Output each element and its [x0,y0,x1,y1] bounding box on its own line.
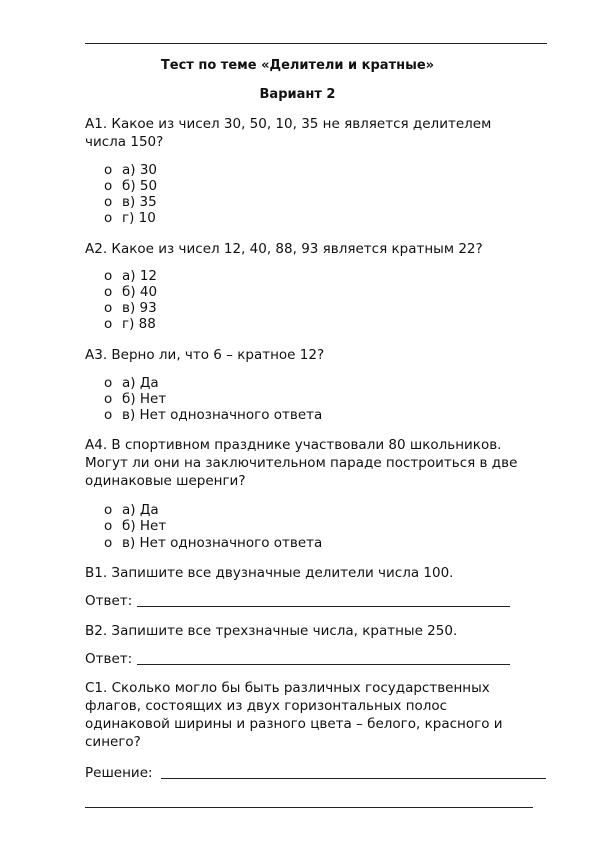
bullet-icon: o [104,518,113,534]
answer-label-b1: Ответ: [85,593,133,609]
option-a2-c[interactable]: o в) 93 [104,300,157,316]
option-a1-c[interactable]: o в) 35 [104,194,157,210]
bottom-rule [85,807,533,808]
bullet-icon: o [104,210,113,226]
bullet-icon: o [104,407,113,423]
question-c1: С1. Сколько могло бы быть различных государственных флагов, состоящих из двух горизонтальных полос одинаковой ширины и разного цвета – белого, красного и синего? [85,680,503,750]
bullet-icon: o [104,316,113,332]
question-a1: А1. Какое из чисел 30, 50, 10, 35 не является делителем числа 150? [85,116,492,150]
answer-label-c1: Решение: [85,765,153,781]
option-a2-b[interactable]: o б) 40 [104,284,158,300]
bullet-icon: o [104,391,113,407]
top-rule [85,43,547,44]
option-a1-b[interactable]: o б) 50 [104,178,158,194]
answer-line-b1[interactable] [137,606,510,607]
question-a4: А4. В спортивном празднике участвовали 80 школьников. Могут ли они на заключительном параде построиться в две одинаковые шеренги? [85,437,518,489]
test-title: Тест по теме «Делители и кратные» [160,58,435,73]
answer-label-b2: Ответ: [85,651,133,667]
question-a2: А2. Какое из чисел 12, 40, 88, 93 является кратным 22? [85,241,483,257]
option-a1-a[interactable]: o а) 30 [104,162,158,178]
option-a1-d[interactable]: o г) 10 [104,210,156,226]
question-a3: А3. Верно ли, что 6 – кратное 12? [85,347,325,363]
option-a3-c[interactable]: o в) Нет однозначного ответа [104,407,323,423]
option-a3-b[interactable]: o б) Нет [104,391,167,407]
answer-line-c1[interactable] [161,778,546,779]
bullet-icon: o [104,535,113,551]
option-a3-a[interactable]: o а) Да [104,375,159,391]
option-a4-a[interactable]: o а) Да [104,502,159,518]
variant-title: Вариант 2 [259,87,336,102]
bullet-icon: o [104,300,113,316]
question-b1: В1. Запишите все двузначные делители числа 100. [85,565,454,581]
bullet-icon: o [104,284,113,300]
bullet-icon: o [104,375,113,391]
bullet-icon: o [104,162,113,178]
question-b2: В2. Запишите все трехзначные числа, кратные 250. [85,623,458,639]
bullet-icon: o [104,502,113,518]
bullet-icon: o [104,268,113,284]
option-a2-a[interactable]: o а) 12 [104,268,158,284]
answer-line-b2[interactable] [137,664,510,665]
option-a4-c[interactable]: o в) Нет однозначного ответа [104,535,323,551]
option-a4-b[interactable]: o б) Нет [104,518,167,534]
bullet-icon: o [104,178,113,194]
bullet-icon: o [104,194,113,210]
option-a2-d[interactable]: o г) 88 [104,316,156,332]
